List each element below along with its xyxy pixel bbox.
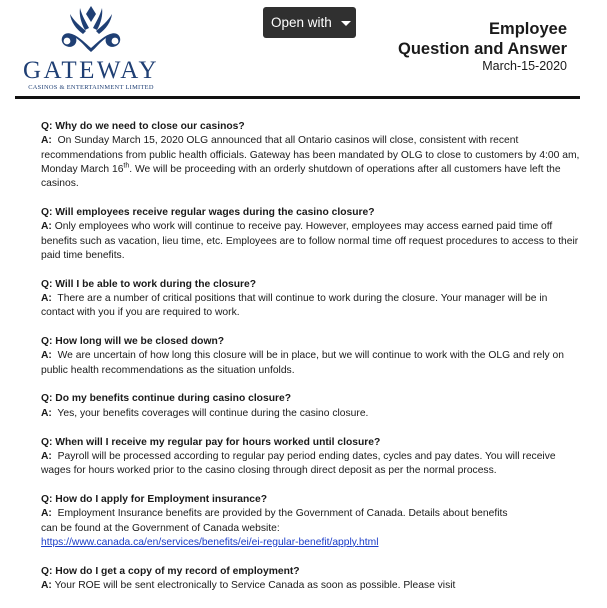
question: Q: When will I receive my regular pay for hours worked until closure? [41,436,381,448]
qa-item [41,436,581,479]
question: Q: Do my benefits continue during casino closure? [41,393,292,405]
question: Q: Will employees receive regular wages during the casino closure? [41,206,375,218]
question: Q: How do I apply for Employment insurance? [41,493,267,505]
qa-content [41,120,581,608]
qa-item [41,392,581,421]
qa-item [41,335,581,378]
question: Q: Why do we need to close our casinos? [41,121,245,132]
document-date: March-15-2020 [482,59,567,73]
qa-item [41,565,581,594]
header-divider [15,96,580,99]
document-title: Employee Question and Answer [398,20,567,58]
answer: A: Payroll will be processed according to regular pay period ending dates, cycles and pay dates. You will receive wages for hours worked prior to the casino closing through direct deposit as per the normal process. [41,450,556,477]
question: Q: How long will we be closed down? [41,336,225,348]
open-with-label: Open with [271,15,332,30]
answer: A: On Sunday March 15, 2020 OLG announced that all Ontario casinos will close, consistent with recent recommendations from public health officials. Gateway has been mandated by OLG to close to customers by 4:00 am, Monday March 16th. We will be proceeding with an orderly shutdown of operations after all customers have left the casinos. [41,135,580,190]
answer: A: Employment Insurance benefits are provided by the Government of Canada. Details about benefits can be found at the Government of Canada website: https://www.canada.ca/en/services/benefits/ei/ei-regular-benefit/apply.html [41,508,508,548]
qa-item [41,493,581,550]
question: Q: Will I be able to work during the closure? [41,278,257,290]
open-with-button[interactable] [263,7,356,38]
answer: A: There are a number of critical positions that will continue to work during the closure. Your manager will be in contact with you if you are required to work. [41,292,548,319]
answer: A: We are uncertain of how long this closure will be in place, but we will continue to work with the OLG and rely on public health recommendations as the situation unfolds. [41,350,564,376]
logo-tagline: CASINOS & ENTERTAINMENT LIMITED [28,84,154,91]
answer: A: Yes, your benefits coverages will continue during the casino closure. [41,407,369,419]
qa-item [41,120,581,191]
chevron-down-icon [341,21,351,26]
answer: A: Your ROE will be sent electronically to Service Canada as soon as possible. Please visit [41,579,456,591]
qa-item [41,206,581,263]
qa-item [41,278,581,321]
logo-wordmark: GATEWAY [22,57,160,84]
gateway-crest-icon [52,4,130,56]
answer: A: Only employees who work will continue to receive pay. However, employees may access earned paid time off benefits such as vacation, lieu time, etc. Employees are to follow normal time off request procedures to access to their paid time benefits. [41,221,579,261]
gateway-logo [16,4,166,90]
question: Q: How do I get a copy of my record of employment? [41,565,300,577]
ei-apply-link[interactable]: https://www.canada.ca/en/services/benefits/ei/ei-regular-benefit/apply.html [41,536,379,548]
